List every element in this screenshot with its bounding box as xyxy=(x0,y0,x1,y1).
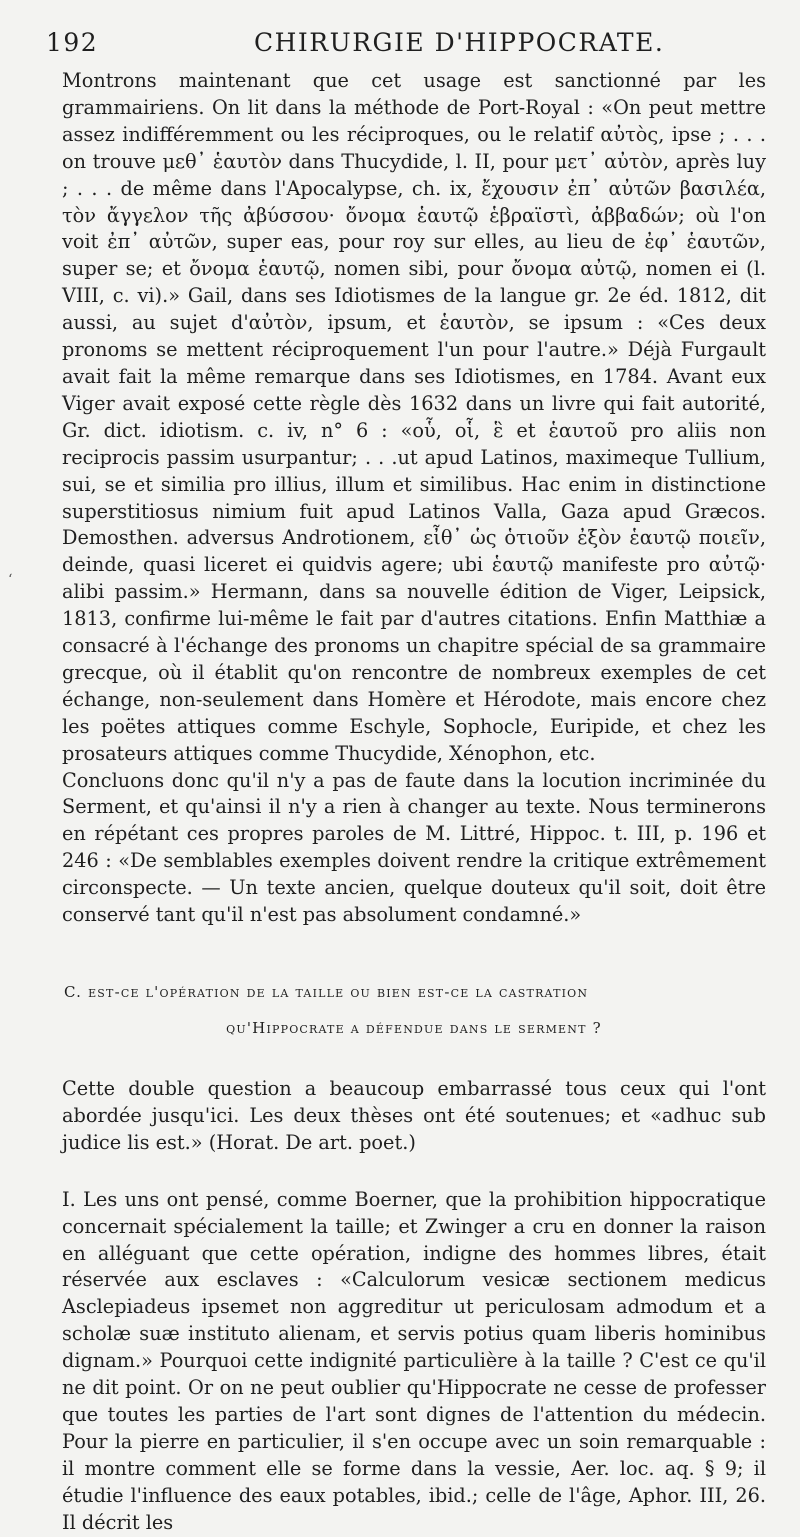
section-heading xyxy=(62,974,766,1046)
section-heading-line-1: C. est-ce l'opération de la taille ou bien est-ce la castration xyxy=(64,983,589,1001)
paragraph-conclusion: Concluons donc qu'il n'y a pas de faute dans la locution incriminée du Serment, et qu'ainsi il n'y a rien à changer au texte. Nous terminerons en répétant ces propres paroles de M. Littré, Hippoc. t. III, p. 196 et 246 : «De semblables exemples doivent rendre la critique extrêmement circonspecte. — Un texte ancien, quelque douteux qu'il soit, doit être conservé tant qu'il n'est pas absolument condamné.» xyxy=(62,768,766,927)
paragraph-grammarians: Montrons maintenant que cet usage est sanctionné par les grammairiens. On lit dans la méthode de Port-Royal : «On peut mettre assez indifféremment ou les réciproques, ou le relatif αὐτὸς, ipse ; . . . on trouve μεθ᾽ ἑαυτὸν dans Thucydide, l. II, pour μετ᾽ αὐτὸν, après luy ; . . . de même dans l'Apocalypse, ch. ix, ἔχουσιν ἐπ᾽ αὐτῶν βασιλέα, τὸν ἄγγελον τῆς ἀβύσσου· ὄνομα ἑαυτῷ ἑβραϊστὶ, ἀββαδών; où l'on voit ἐπ᾽ αὐτῶν, super eas, pour roy sur elles, au lieu de ἐφ᾽ ἑαυτῶν, super se; et ὄνομα ἑαυτῷ, nomen sibi, pour ὄνομα αὐτῷ, nomen ei (l. VIII, c. vi).» Gail, dans ses Idiotismes de la langue gr. 2e éd. 1812, dit aussi, au sujet d'αὐτὸν, ipsum, et ἑαυτὸν, se ipsum : «Ces deux pronoms se mettent réciproquement l'un pour l'autre.» Déjà Furgault avait fait la même remarque dans ses Idiotismes, en 1784. Avant eux Viger avait exposé cette règle dès 1632 dans un livre qui fait autorité, Gr. dict. idiotism. c. iv, n° 6 : «οὗ, οἷ, ἓ et ἑαυτοῦ pro aliis non reciprocis passim usurpantur; . . .ut apud Latinos, maximeque Tullium, sui, se et similia pro illius, illum et similibus. Hac enim in distinctione superstitiosus nimium fuit apud Latinos Valla, Gaza apud Græcos. Demosthen. adversus Androtionem, εἶθ᾽ ὡς ὁτιοῦν ἐξὸν ἑαυτῷ ποιεῖν, deinde, quasi liceret ei quidvis agere; ubi ἑαυτῷ manifeste pro αὐτῷ· alibi passim.» Hermann, dans sa nouvelle édition de Viger, Leipsick, 1813, confirme lui-même le fait par d'autres citations. Enfin Matthiæ a consacré à l'échange des pronoms un chapitre spécial de sa grammaire grecque, où il établit qu'on rencontre de nombreux exemples de cet échange, non-seulement dans Homère et Hérodote, mais encore chez les poëtes attiques comme Eschyle, Sophocle, Euripide, et chez les prosateurs attiques comme Thucydide, Xénophon, etc. xyxy=(62,69,766,765)
margin-mark: ‘ xyxy=(8,572,13,588)
section-heading-line-2: qu'Hippocrate a défendue dans le serment ? xyxy=(226,1019,602,1037)
running-head xyxy=(46,28,766,68)
page-number: 192 xyxy=(46,28,99,57)
paragraph-double-question: Cette double question a beaucoup embarrassé tous ceux qui l'ont abordée jusqu'ici. Les deux thèses ont été soutenues; et «adhuc sub judice lis est.» (Horat. De art. poet.) xyxy=(62,1077,766,1154)
running-title: CHIRURGIE D'HIPPOCRATE. xyxy=(254,28,665,57)
paragraph-boerner: I. Les uns ont pensé, comme Boerner, que la prohibition hippocratique concernait spécialement la taille; et Zwinger a cru en donner la raison en alléguant que cette opération, indigne des hommes libres, était réservée aux esclaves : «Calculorum vesicæ sectionem medicus Asclepiadeus ipsemet non aggreditur ut periculosam admodum et a scholæ suæ instituto alienam, et servis potius quam liberis hominibus dignam.» Pourquoi cette indignité particulière à la taille ? C'est ce qu'il ne dit point. Or on ne peut oublier qu'Hippocrate ne cesse de professer que toutes les parties de l'art sont dignes de l'attention du médecin. Pour la pierre en particulier, il s'en occupe avec un soin remarquable : il montre comment elle se forme dans la vessie, Aer. loc. aq. § 9; il étudie l'influence des eaux potables, ibid.; celle de l'âge, Aphor. III, 26. Il décrit les xyxy=(62,1187,766,1534)
